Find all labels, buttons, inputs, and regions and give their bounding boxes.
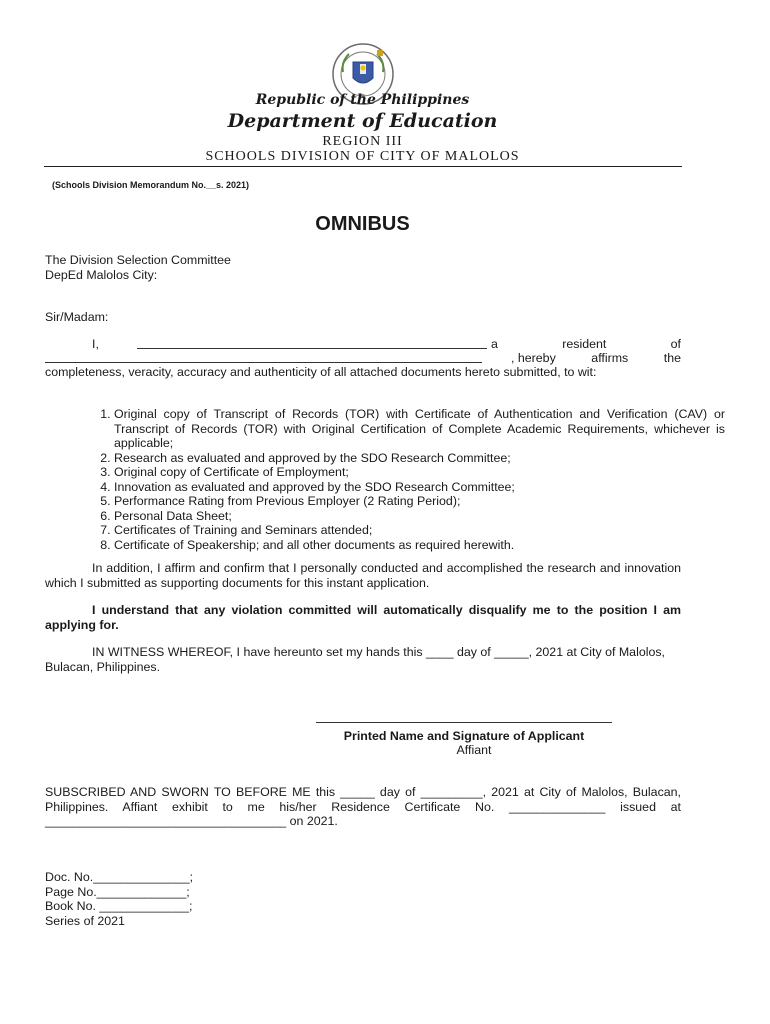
affirmation-i: I, [92, 337, 99, 351]
list-item: 4. Innovation as evaluated and approved by the SDO Research Committee; [114, 480, 725, 495]
affirmation-words-2: , hereby affirms the [511, 351, 681, 365]
page-number: Page No._____________; [45, 884, 190, 899]
header-division: SCHOOLS DIVISION OF CITY OF MALOLOS [205, 149, 520, 164]
list-item: 5. Performance Rating from Previous Employer (2 Rating Period); [114, 494, 725, 509]
violation-paragraph: I understand that any violation committed will automatically disqualify me to the position I am applying for. [45, 603, 681, 632]
book-number: Book No. _____________; [45, 899, 193, 913]
residence-blank[interactable] [45, 351, 482, 363]
memo-reference: (Schools Division Memorandum No.__s. 2021) [52, 180, 250, 190]
addressee-block [45, 253, 231, 282]
witness-paragraph: IN WITNESS WHEREOF, I have hereunto set my hands this ____ day of _____, 2021 at City of Malolos, Bulacan, Philippines. [45, 645, 665, 674]
salutation: Sir/Madam: [45, 310, 109, 324]
list-item: 3. Original copy of Certificate of Employment; [114, 465, 725, 480]
list-item: 1. Original copy of Transcript of Records (TOR) with Certificate of Authentication and Verification (CAV) or Transcript of Records (TOR) with Original Certification of Complete Academic Requirements, whichever is applicable; [114, 407, 725, 451]
addressee-line-1: The Division Selection Committee [45, 253, 231, 267]
doc-number: Doc. No.______________; [45, 870, 194, 884]
documents-list [70, 407, 725, 552]
series-year: Series of 2021 [45, 913, 125, 928]
signature-line[interactable] [316, 722, 612, 723]
header-region: REGION III [322, 134, 403, 149]
affirmation-words-1: a resident of [491, 337, 681, 351]
list-item: 7. Certificates of Training and Seminars attended; [114, 523, 725, 538]
affiant-label: Affiant [456, 743, 492, 757]
notary-block [45, 870, 193, 928]
addition-paragraph: In addition, I affirm and confirm that I personally conducted and accomplished the research and innovation which I submitted as supporting documents for this instant application. [45, 561, 681, 590]
signature-label: Printed Name and Signature of Applicant [343, 729, 585, 743]
header-divider [44, 166, 682, 167]
affirmation-rest: completeness, veracity, accuracy and authenticity of all attached documents hereto submitted, to wit: [45, 365, 597, 379]
addressee-line-2: DepEd Malolos City: [45, 267, 158, 282]
header-department: Department of Education [227, 110, 498, 132]
applicant-name-blank[interactable] [137, 337, 487, 349]
sworn-paragraph: SUBSCRIBED AND SWORN TO BEFORE ME this _____ day of _________, 2021 at City of Malolos, Bulacan, Philippines. Affiant exhibit to me his/her Residence Certificate No. ______________ issued at ___________________________________ on 2021. [45, 785, 681, 828]
list-item: 8. Certificate of Speakership; and all other documents as required herewith. [114, 538, 725, 553]
header-republic: Republic of the Philippines [255, 92, 470, 108]
document-title: OMNIBUS [315, 213, 410, 235]
list-item: 6. Personal Data Sheet; [114, 509, 725, 524]
list-item: 2. Research as evaluated and approved by the SDO Research Committee; [114, 451, 725, 466]
